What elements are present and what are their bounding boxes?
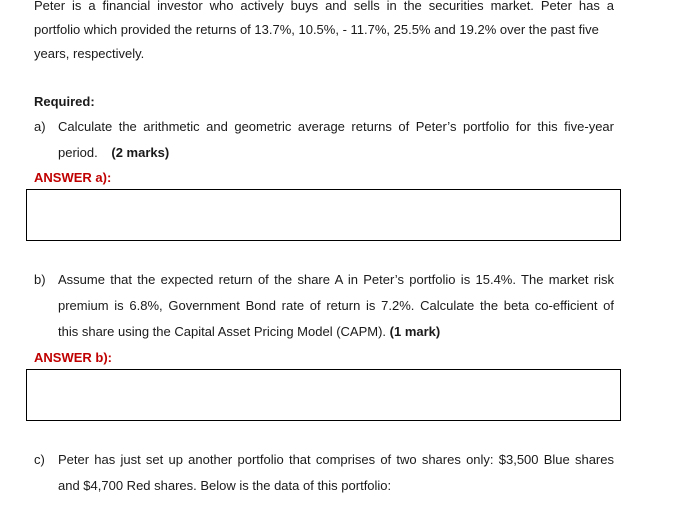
intro-line-2: portfolio which provided the returns of 13.7%, 10.5%, - 11.7%, 25.5% and 19.2% over the past five (34, 22, 599, 37)
part-a-line-2-text: period. (58, 145, 98, 160)
part-a-line-1: Calculate the arithmetic and geometric average returns of Peter’s portfolio for this five-year (58, 119, 614, 134)
part-a-line-2 (58, 145, 169, 161)
part-b-marks: (1 mark) (389, 324, 441, 339)
intro-line-3: years, respectively. (34, 46, 145, 61)
part-b-line-3-text: this share using the Capital Asset Pricing Model (CAPM). (58, 324, 387, 339)
part-a-marker: a) (34, 119, 46, 134)
answer-a-box[interactable] (26, 189, 621, 241)
part-b-line-2: premium is 6.8%, Government Bond rate of return is 7.2%. Calculate the beta co-efficient of (58, 298, 614, 313)
part-c-line-2: and $4,700 Red shares. Below is the data of this portfolio: (58, 478, 392, 493)
required-heading: Required: (34, 94, 95, 109)
answer-a-label: ANSWER a): (34, 170, 112, 185)
answer-b-label: ANSWER b): (34, 350, 112, 365)
part-b-line-3 (58, 324, 440, 340)
part-b-line-1: Assume that the expected return of the share A in Peter’s portfolio is 15.4%. The market risk (58, 272, 614, 287)
part-c-line-1: Peter has just set up another portfolio that comprises of two shares only: $3,500 Blue shares (58, 452, 614, 467)
intro-line-1: Peter is a financial investor who actively buys and sells in the securities market. Peter has a (34, 0, 614, 13)
part-a-marks: (2 marks) (111, 145, 170, 160)
part-b-marker: b) (34, 272, 46, 287)
answer-b-box[interactable] (26, 369, 621, 421)
part-c-marker: c) (34, 452, 45, 467)
